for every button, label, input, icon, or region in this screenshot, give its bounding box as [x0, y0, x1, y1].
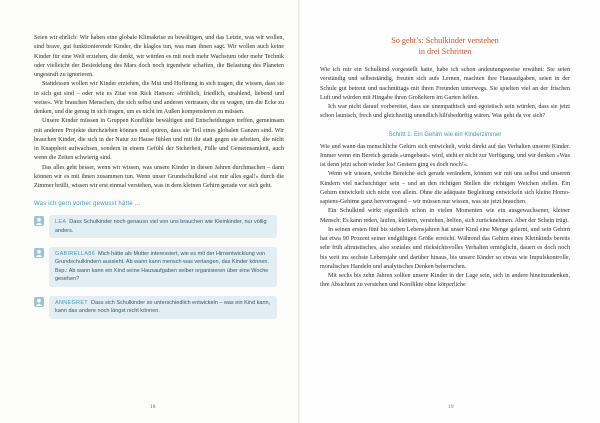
chat-item — [34, 296, 284, 319]
chat-person-icon — [34, 297, 44, 307]
chat-list — [34, 215, 284, 318]
paragraph: Unsere Kinder müssen in Gruppen Konflikte bewältigen und Entscheidungen treffen, gemeinsam mit anderen Projekte durchziehen können und spüren, dass sie Teil eines globalen Ganzen sind. Wir brauchen Kinder, die sich in der Natur zu Hause fühlen und mit ihr statt gegen sie arbeiten, die nicht in Knappheit aufwachsen, sondern in einem Gefühl der Sicherheit, Fülle und Gemeinsamkeit, auch wenn die Zeiten schwierig sind. — [34, 118, 284, 162]
chat-item — [34, 247, 284, 287]
paragraph: Wie und wann das menschliche Gehirn sich entwickelt, wirkt direkt auf das Verhalten unserer Kinder. Immer wenn ein Bereich gerade »umgebaut« wird, steht er nicht zur Verfügung, und wir denken »Was ist denn jetzt schon wieder los! Gestern ging es doch noch!«. — [320, 143, 570, 168]
chat-person-icon — [34, 216, 44, 226]
chat-bubble — [49, 215, 277, 238]
chat-bubble — [49, 296, 277, 319]
paragraph: Wenn wir wissen, welche Bereiche sich gerade verändern, können wir mit uns selbst und unseren Kindern viel nachsichtiger sein – und an den richtigen Stellen die richtigen Weichen stellen. Ein Gehirn entwickelt sich nicht von allein. Ohne die adäquate Begleitung entwickeln sich kleine Homo-sapiens-Gehirne ganz hervorragend – wir müssen nur wissen, was sie jetzt brauchen. — [320, 171, 570, 205]
chat-text: Dass sich Schulkinder so unterschiedlich entwickeln – was ein Kind kann, kann das andere noch längst nicht können. — [55, 299, 271, 315]
page-number: 18 — [150, 404, 156, 410]
section-title — [320, 35, 570, 57]
paragraph: Seien wir ehrlich: Wir haben eine globale Klimakrise zu bewältigen, und das Letzte, was wir wollen, sind brave, gut funktionierende Kinder, die klaglos tun, was man ihnen sagt. Wir wollen auch keine Kinder für eine Welt erziehen, die denkt, wir würden es mit noch mehr Wachstum oder mehr Technik oder vielleicht der Besiedelung des Mars doch noch irgendwie schaffen, die Belastung des Planeten ungestraft zu ignorieren. — [34, 35, 284, 78]
section-title-line: So geht’s: Schulkinder verstehen — [391, 36, 499, 45]
chat-text: Mich hätte als Mutter interessiert, wie es mit der Hirnentwicklung von Grundschulkindern aussieht. Ab wann kann mensch was verlangen, das Kinder können. Bsp.: Ab wann kann ein Kind seine Hausaufgaben selber organisieren über eine Woche gesehen? — [55, 251, 270, 283]
right-page — [300, 0, 600, 423]
paragraph: Das alles geht besser, wenn wir wissen, was unsere Kinder in diesen Jahren durchmachen – dann können wir es mit ihnen zusammen tun. Wenn unser Grundschulkind »ist mir alles egal!« durch die Zimmer brüllt, wissen wir erst einmal verstehen, was in dem kleinen Gehirn gerade vor sich geht. — [34, 164, 284, 189]
paragraph: Mit sechs bis zehn Jahren sollten unsere Kinder in der Lage sein, sich in andere hineinzudenken, ihre Absichten zu verstehen und Konflikte ohne körperliche — [320, 273, 570, 289]
paragraph: Stattdessen wollen wir Kinder erziehen, die Mut und Hoffnung in sich tragen, die wissen, dass sie in sich gut sind – oder wie es Zitat von Rick Hanson: »fröhlich, friedlich, strahlend, liebend und weise«. Wir brauchen Menschen, die sich selbst und anderen vertrauen, die es wagen, um die Ecke zu denken, und die genug in sich tragen, um es nicht im Außen kompensieren zu müssen. — [34, 81, 284, 115]
paragraph: Ich war nicht darauf vorbereitet, dass sie unempathisch und egoistisch sein würden, dass sie jetzt schon launisch, frech und gleichzeitig unendlich hilfsbedürftig wären. Was geht da vor sich? — [320, 104, 570, 120]
chat-bubble — [49, 247, 277, 287]
paragraph: Wie ich mir ein Schulkind vorgestellt hatte, habe ich schon andeutungsweise erwähnt: Sie seien verständig und selbstständig, freuten sich aufs Lernen, machten ihre Hausaufgaben, seien in der Schule gut betreut und nachmittags mit ihren Freunden unterwegs. Sie spielten viel an der frischen Luft und würden mit Hingabe ihren Großeltern im Garten helfen. — [320, 67, 570, 101]
section-title-line: in drei Schritten — [418, 47, 472, 56]
chat-name: LEA — [55, 219, 67, 226]
step-heading: Schritt 1: Ein Gehirn wie ein Kinderzimmer — [388, 131, 502, 138]
question-heading: Was ich gern vorher gewusst hätte … — [34, 201, 141, 208]
paragraph: In seinen ersten fünf bis sieben Lebensjahren hat unser Kind eine Menge gelernt, und sein Gehirn hat etwa 90 Prozent seiner endgültigen Größe erreicht. Während das Gehirn eines Kleinkinds bereits sehr früh altruistisches, also soziales und rücksichtsvolles Verhalten ermöglicht, dauert es doch noch bis weit ins sechste Lebensjahr und darüber hinaus, bis unsere Kinder so etwas wie Impulskontrolle, moralisches Handeln und analytisches Denken beherrschen. — [320, 226, 570, 270]
page-number: 19 — [448, 404, 454, 410]
chat-name: ANNEGRET — [55, 299, 88, 306]
chat-text: Dass Schulkinder noch genauso viel von uns brauchen wie Kleinkinder, nur völlig anders. — [55, 219, 267, 234]
chat-item — [34, 215, 284, 238]
chat-name: GABIRELLA86 — [55, 251, 95, 258]
paragraph: Ein Schulkind wirkt eigentlich schon in vielen Momenten wie ein ausgewachsener, kleiner Mensch: Es kann reden, laufen, klettern, verstehen, helfen, sich zurücknehmen. Aber der Schein trügt. — [320, 208, 570, 224]
chat-person-icon — [34, 248, 44, 258]
